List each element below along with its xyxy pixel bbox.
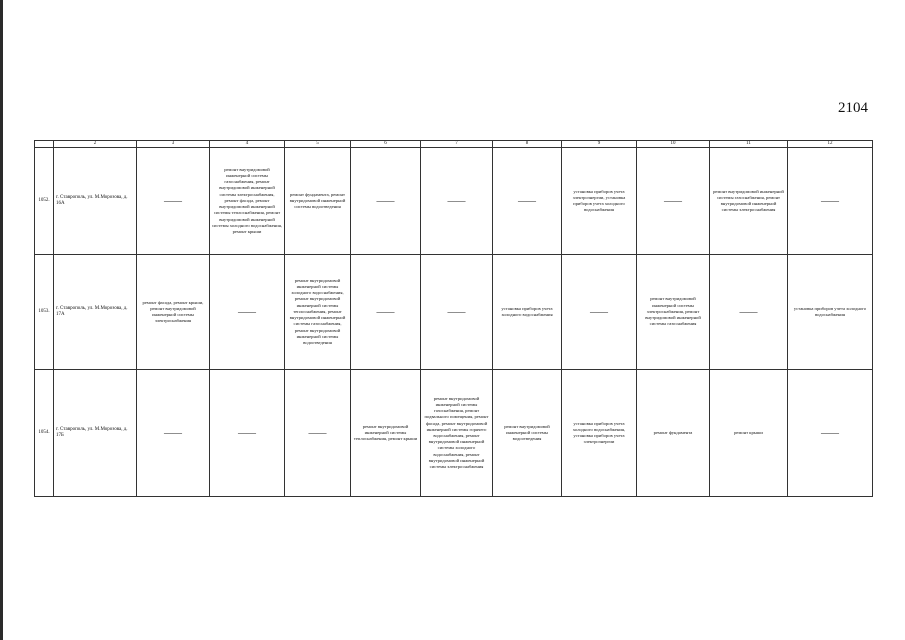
table-cell: ремонт внутридомовой инженерной системы газоснабжения, ремонт подвального помещения, ремонт фасада, ремонт внутридомовой инженерной системы горячего водоснабжения, ремонт внутридомовой инженерной системы холодного водоснабжения, ремонт внутридомовой инженерной системы электроснабжения (421, 370, 493, 497)
row-number: 1053. (35, 255, 54, 370)
table-cell: —— (351, 255, 421, 370)
col-header (35, 141, 54, 148)
col-header: 6 (351, 141, 421, 148)
col-header: 2 (54, 141, 137, 148)
table-cell: ремонт внутридомовой инженерной системы холодного водоснабжения, ремонт внутридомовой инженерной системы теплоснабжения, ремонт внутридомовой инженерной системы газоснабжения, ремонт внутридомовой инженерной системы водоотведения (285, 255, 351, 370)
header-row (35, 141, 873, 148)
col-header: 3 (137, 141, 210, 148)
table-cell: —— (351, 148, 421, 255)
table-cell: —— (421, 255, 493, 370)
works-table (34, 140, 873, 497)
table-cell: —— (210, 255, 285, 370)
address-cell: г. Ставрополь, ул. М.Морозова, д. 17А (54, 255, 137, 370)
table-cell: ремонт внутридомовой инженерной системы электроснабжения, ремонт внутридомовой инженерной системы газоснабжения (637, 255, 710, 370)
table-cell: установка приборов учета холодного водоснабжения (788, 255, 873, 370)
page-number: 2104 (838, 100, 868, 116)
table-cell: —— (788, 148, 873, 255)
table-cell: —— (421, 148, 493, 255)
col-header: 8 (493, 141, 562, 148)
table-cell: ремонт внутридомовой инженерной системы газоснабжения, ремонт внутридомовой инженерной системы электроснабжения, ремонт фасада, ремонт внутридомовой инженерной системы теплоснабжения, ремонт внутридомовой инженерной системы холодного водоснабжения, ремонт крыши (210, 148, 285, 255)
table-cell: ремонт крыши (710, 370, 788, 497)
address-cell: г. Ставрополь, ул. М.Морозова, д. 16А (54, 148, 137, 255)
address-cell: г. Ставрополь, ул. М.Морозова, д. 17Б (54, 370, 137, 497)
page-edge-rule (0, 0, 3, 640)
table-cell: —— (788, 370, 873, 497)
table-cell: установка приборов учета холодного водоснабжения, установка приборов учета электроэнергии (562, 370, 637, 497)
table-cell: —— (493, 148, 562, 255)
col-header: 11 (710, 141, 788, 148)
table-row (35, 148, 873, 255)
table-row (35, 370, 873, 497)
table-cell: —— (562, 255, 637, 370)
row-number: 1052. (35, 148, 54, 255)
col-header: 10 (637, 141, 710, 148)
col-header: 4 (210, 141, 285, 148)
col-header: 7 (421, 141, 493, 148)
table-cell: установка приборов учета холодного водоснабжения (493, 255, 562, 370)
table-row (35, 255, 873, 370)
table-cell: ремонт фундамента (637, 370, 710, 497)
table-cell: ремонт внутридомовой инженерной системы теплоснабжения, ремонт крыши (351, 370, 421, 497)
table-cell: ремонт фундамента, ремонт внутридомовой инженерной системы водоотведения (285, 148, 351, 255)
row-number: 1054. (35, 370, 54, 497)
table-cell: —— (137, 370, 210, 497)
table-cell: ремонт фасада, ремонт крыши, ремонт внутридомовой инженерной системы электроснабжения (137, 255, 210, 370)
col-header: 9 (562, 141, 637, 148)
table-cell: —— (137, 148, 210, 255)
table-cell: —— (210, 370, 285, 497)
table-cell: ремонт внутридомовой инженерной системы газоснабжения, ремонт внутридомовой инженерной системы электроснабжения (710, 148, 788, 255)
table-cell: —— (710, 255, 788, 370)
col-header: 12 (788, 141, 873, 148)
table-cell: —— (285, 370, 351, 497)
table-cell: ремонт внутридомовой инженерной системы водоотведения (493, 370, 562, 497)
col-header: 5 (285, 141, 351, 148)
table-cell: установка приборов учета электроэнергии, установка приборов учета холодного водоснабжения (562, 148, 637, 255)
table-cell: —— (637, 148, 710, 255)
